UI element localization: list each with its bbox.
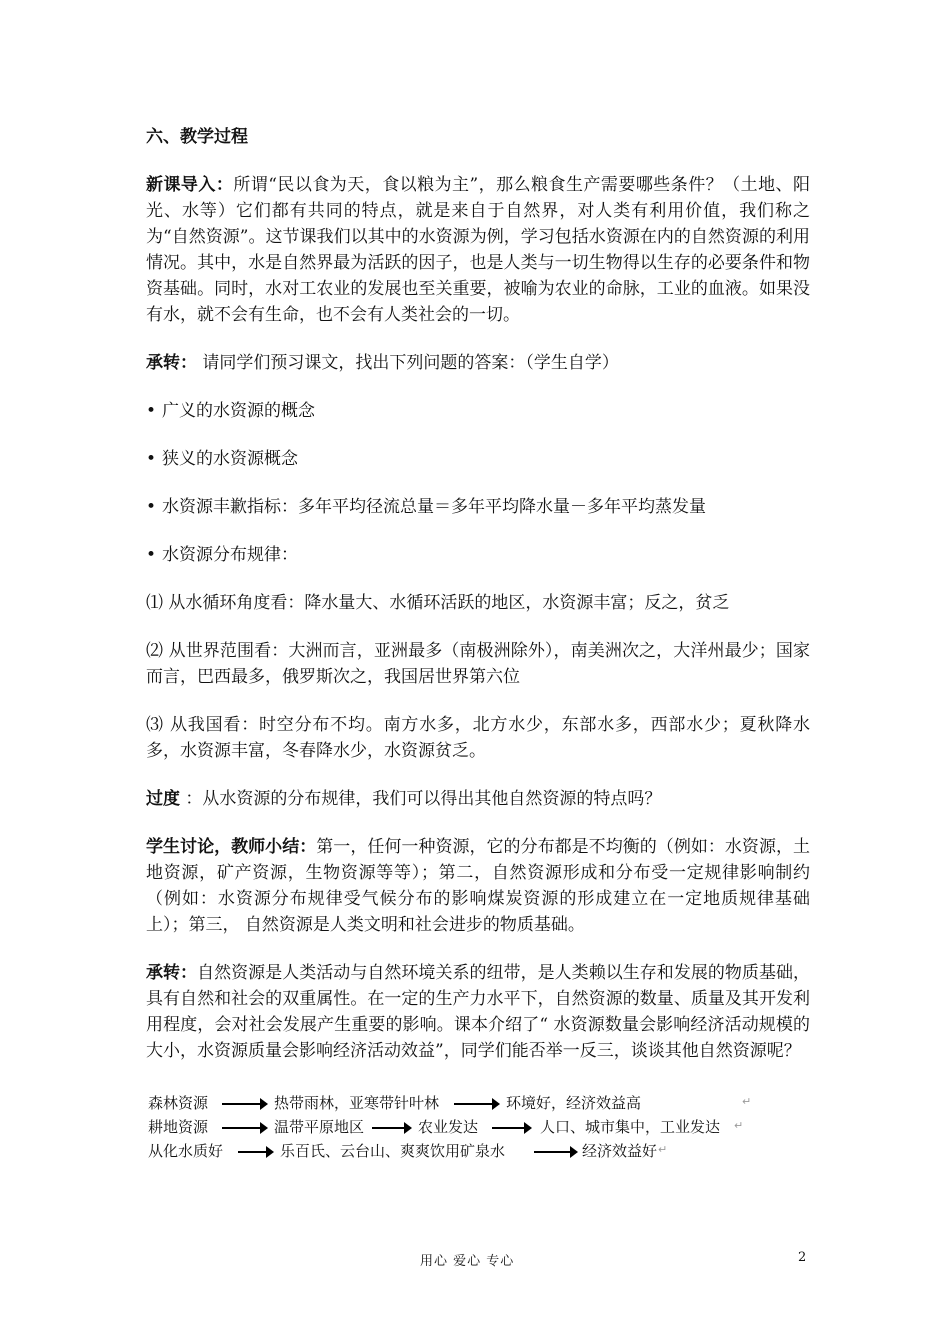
intro-paragraph (146, 172, 810, 328)
flow-node: 乐百氏、云台山、爽爽饮用矿泉水 (280, 1142, 506, 1160)
flow-node: 温带平原地区 (274, 1118, 365, 1136)
transition-paragraph-1 (146, 350, 810, 376)
discussion-text: 第一，任何一种资源，它的分布都是不均衡的（例如：水资源，土地资源，矿产资源，生物资源等等）；第二，自然资源形成和分布受一定规律影响制约（例如：水资源分布规律受气候分布的影响煤炭资源的形成建立在一定地质规律基础上）；第三， 自然资源是人类文明和社会进步的物质基础。 (146, 837, 811, 935)
bullet-text: 狭义的水资源概念 (162, 449, 298, 469)
intro-label: 新课导入： (146, 175, 234, 195)
arrow-right-icon (454, 1103, 494, 1105)
arrow-right-icon (492, 1127, 526, 1129)
transition-text-1: 请同学们预习课文，找出下列问题的答案：（学生自学） (197, 353, 619, 373)
transition-text-2: ：从水资源的分布规律，我们可以得出其他自然资源的特点吗？ (180, 789, 662, 809)
bullet-icon: • (146, 497, 157, 517)
return-mark-icon: ↵ (742, 1095, 752, 1108)
flow-node: 森林资源 (148, 1094, 209, 1112)
arrow-right-icon (238, 1151, 268, 1153)
flow-row-water-quality (146, 1140, 766, 1164)
flow-node: 热带雨林，亚寒带针叶林 (274, 1094, 440, 1112)
point-item: ⑶ 从我国看：时空分布不均。南方水多，北方水少，东部水多，西部水少；夏秋降水多，水资源丰富，冬春降水少，水资源贫乏。 (146, 715, 810, 761)
bullet-text: 水资源分布规律： (162, 545, 298, 565)
transition-paragraph-2 (146, 786, 810, 812)
point-item: ⑵ 从世界范围看：大洲而言，亚洲最多（南极洲除外），南美洲次之，大洋州最少；国家而言，巴西最多，俄罗斯次之，我国居世界第六位 (146, 641, 810, 687)
arrow-right-icon (222, 1127, 262, 1129)
footer-slogan: 用心 爱心 专心 (420, 1254, 515, 1269)
bullet-icon: • (146, 545, 157, 565)
transition-label-2: 过度 (146, 789, 180, 809)
flow-node: 环境好，经济效益高 (506, 1094, 642, 1112)
flow-node: 耕地资源 (148, 1118, 209, 1136)
page-number: 2 (798, 1250, 807, 1265)
bullet-icon: • (146, 449, 157, 469)
flow-node: 人口、城市集中，工业发达 (540, 1118, 721, 1136)
point-item: ⑴ 从水循环角度看：降水量大、水循环活跃的地区，水资源丰富；反之，贫乏 (146, 593, 730, 613)
intro-text: 所谓“民以食为天，食以粮为主”，那么粮食生产需要哪些条件？（土地、阳光、水等）它们都有共同的特点，就是来自于自然界，对人类有利用价值，我们称之为“自然资源”。这节课我们以其中的水资源为例，学习包括水资源在内的自然资源的利用情况。其中，水是自然界最为活跃的因子，也是人类与一切生物得以生存的必要条件和物资基础。同时，水对工农业的发展也至关重要，被喻为农业的命脉，工业的血液。如果没有水，就不会有生命，也不会有人类社会的一切。 (146, 175, 811, 325)
document-body (146, 124, 810, 1086)
arrow-right-icon (534, 1151, 572, 1153)
discussion-label: 学生讨论，教师小结： (146, 837, 317, 857)
bullet-text: 水资源丰歉指标：多年平均径流总量＝多年平均降水量－多年平均蒸发量 (162, 497, 706, 517)
flow-row-forest (146, 1092, 766, 1116)
return-mark-icon: ↵ (734, 1119, 744, 1132)
bullet-item (146, 446, 810, 472)
flow-node: 农业发达 (418, 1118, 479, 1136)
resource-flow-diagram (146, 1092, 766, 1164)
bullet-item (146, 398, 810, 424)
transition-label-3: 承转： (146, 963, 198, 983)
transition-text-3: 自然资源是人类活动与自然环境关系的纽带，是人类赖以生存和发展的物质基础，具有自然和社会的双重属性。在一定的生产力水平下，自然资源的数量、质量及其开发利用程度，会对社会发展产生重要的影响。课本介绍了“ 水资源数量会影响经济活动规模的大小，水资源质量会影响经济活动效益”，同学们能否举一反三，谈谈其他自然资源呢？ (146, 963, 811, 1061)
flow-node: 经济效益好 (582, 1142, 658, 1160)
flow-node: 从化水质好 (148, 1142, 224, 1160)
arrow-right-icon (372, 1127, 406, 1129)
arrow-right-icon (222, 1103, 262, 1105)
discussion-paragraph (146, 834, 810, 938)
return-mark-icon: ↵ (658, 1143, 668, 1156)
bullet-item (146, 542, 810, 568)
flow-row-farmland (146, 1116, 766, 1140)
bullet-item (146, 494, 810, 520)
transition-label-1: 承转： (146, 353, 197, 373)
bullet-text: 广义的水资源的概念 (162, 401, 315, 421)
transition-paragraph-3 (146, 960, 810, 1064)
section-heading: 六、教学过程 (146, 127, 248, 147)
bullet-icon: • (146, 401, 157, 421)
